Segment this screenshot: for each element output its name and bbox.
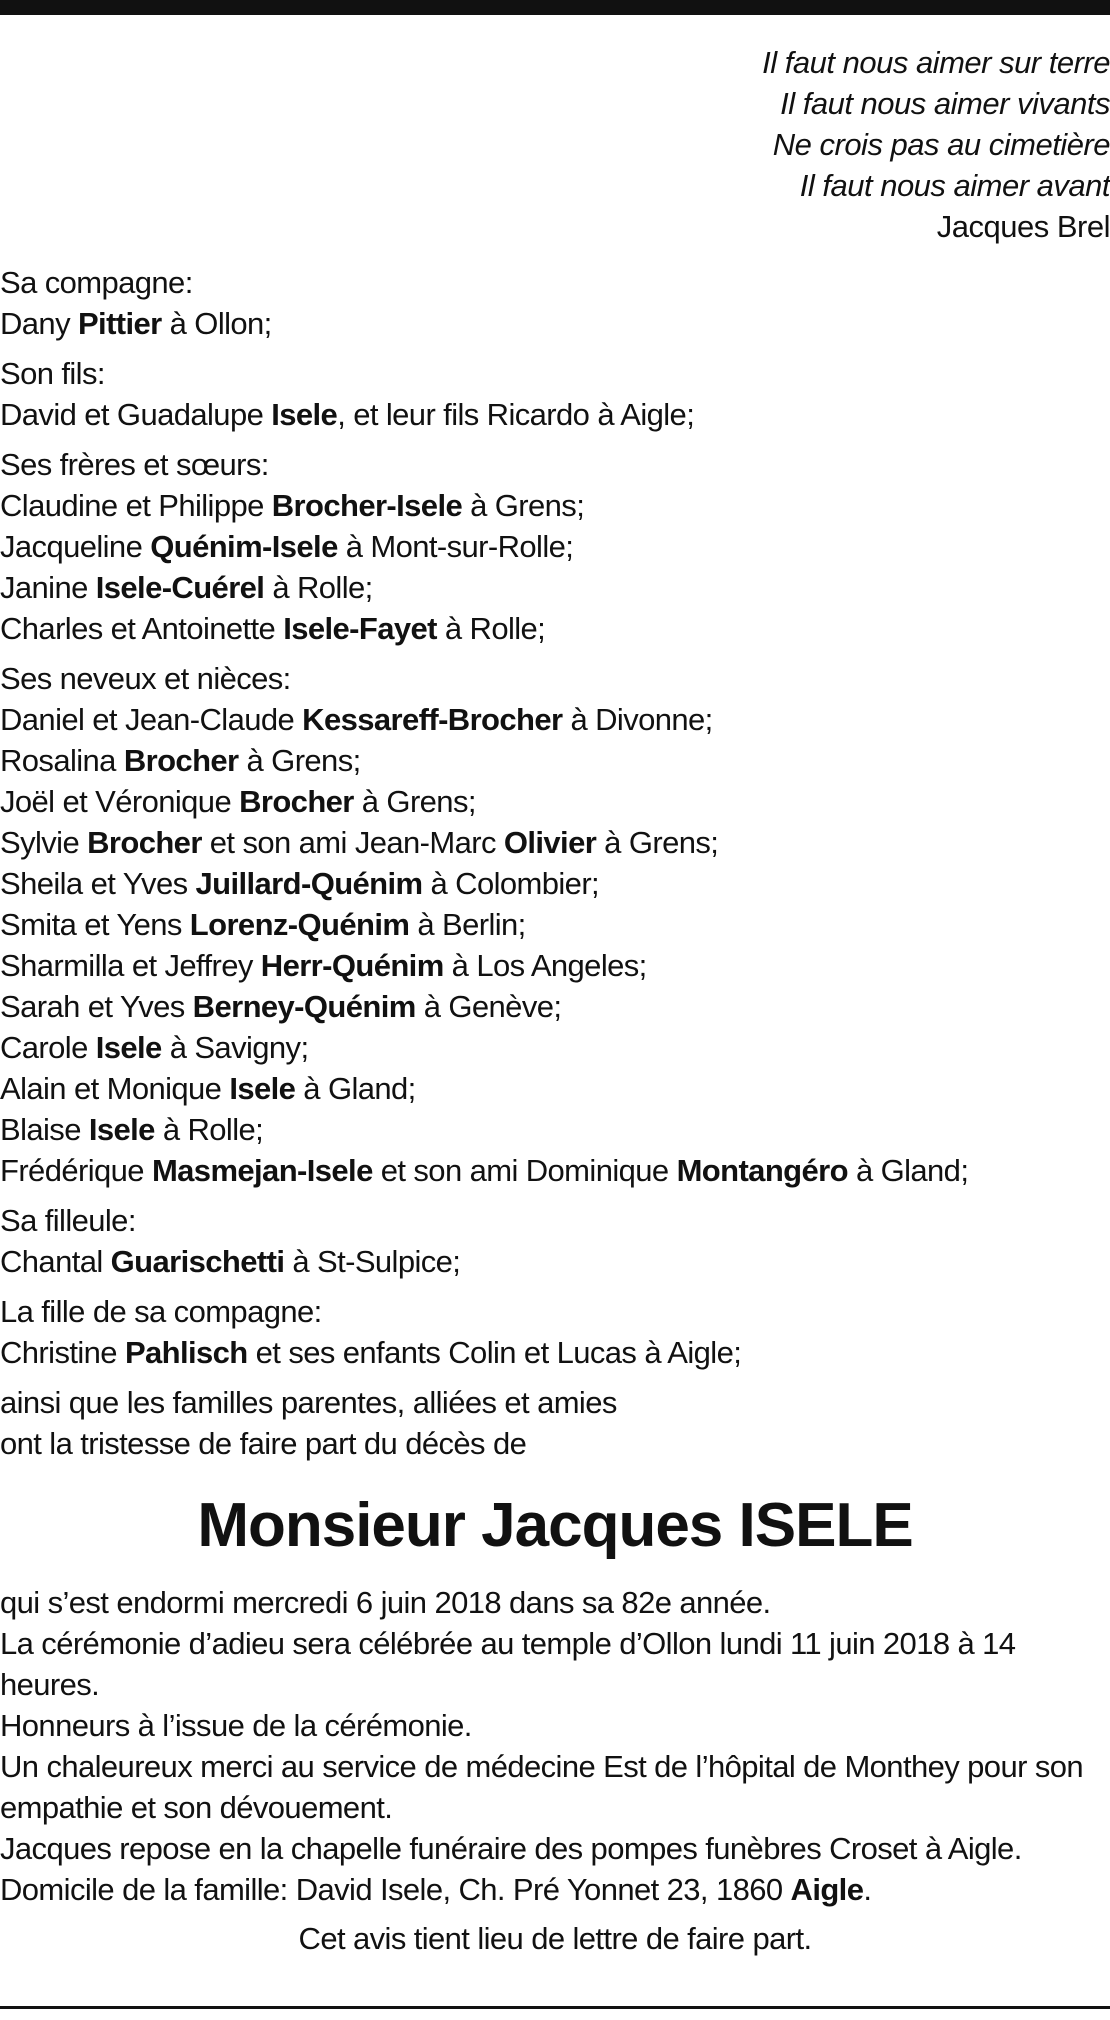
surname: Isele (271, 397, 338, 432)
relative-entry (0, 863, 1110, 904)
bottom-rule (0, 2006, 1110, 2009)
entry-text: à Berlin; (409, 907, 526, 942)
detail-line: qui s’est endormi mercredi 6 juin 2018 dans sa 82e année. (0, 1585, 771, 1620)
relative-entry (0, 986, 1110, 1027)
entry-text: Sarah et Yves (0, 989, 193, 1024)
entry-text: David et Guadalupe (0, 397, 272, 432)
family-group (0, 262, 1110, 344)
surname: Kessareff-Brocher (302, 702, 563, 737)
family-groups (0, 262, 1110, 1373)
surname: Masmejan-Isele (151, 1153, 373, 1188)
surname: Montangéro (676, 1153, 848, 1188)
entry-text: Sheila et Yves (0, 866, 196, 901)
surname: Isele (229, 1071, 296, 1106)
entry-text: Rosalina (0, 743, 124, 778)
surname: Olivier (503, 825, 597, 860)
detail-line: Jacques repose en la chapelle funéraire des pompes funèbres Croset à Aigle. (0, 1831, 1022, 1866)
relative-entry (0, 1109, 1110, 1150)
entry-text: à Gland; (295, 1071, 416, 1106)
entry-text: Sharmilla et Jeffrey (0, 948, 261, 983)
entry-text: Charles et Antoinette (0, 611, 284, 646)
entry-text: à Grens; (238, 743, 361, 778)
entry-text: Jacqueline (0, 529, 151, 564)
surname: Pahlisch (124, 1335, 248, 1370)
surname: Guarischetti (110, 1244, 285, 1279)
group-heading: Ses frères et sœurs: (0, 447, 269, 482)
family-domicile (0, 1869, 1110, 1910)
entry-text: Joël et Véronique (0, 784, 240, 819)
entry-text: à Colombier; (422, 866, 600, 901)
ceremony-details (0, 1582, 1110, 1959)
entry-text: à Rolle; (264, 570, 373, 605)
poem-line: Ne crois pas au cimetière (772, 127, 1110, 162)
detail-line: Honneurs à l’issue de la cérémonie. (0, 1708, 472, 1743)
surname: Isele-Cuérel (95, 570, 265, 605)
group-heading: La fille de sa compagne: (0, 1294, 322, 1329)
relative-entry (0, 822, 1110, 863)
relative-entry (0, 1241, 1110, 1282)
relative-entry (0, 526, 1110, 567)
entry-text: à Divonne; (562, 702, 713, 737)
relative-entry (0, 394, 1110, 435)
entry-text: à Grens; (596, 825, 719, 860)
relative-entry (0, 945, 1110, 986)
announcement-intro (0, 1382, 1110, 1464)
entry-text: à Mont-sur-Rolle; (337, 529, 574, 564)
entry-text: à Savigny; (161, 1030, 309, 1065)
entry-text: Dany (0, 306, 78, 341)
relative-entry (0, 699, 1110, 740)
surname: Isele-Fayet (283, 611, 437, 646)
poem-line: Il faut nous aimer avant (799, 168, 1110, 203)
group-heading: Ses neveux et nièces: (0, 661, 291, 696)
entry-text: à Rolle; (436, 611, 546, 646)
entry-text: à Los Angeles; (443, 948, 647, 983)
poem-line: Il faut nous aimer sur terre (762, 45, 1110, 80)
surname: Brocher-Isele (271, 488, 463, 523)
relative-entry (0, 781, 1110, 822)
surname: Brocher (123, 743, 239, 778)
relative-entry (0, 740, 1110, 781)
closing-note: Cet avis tient lieu de lettre de faire part. (298, 1921, 812, 1956)
entry-text: Smita et Yens (0, 907, 190, 942)
entry-text: à Ollon; (161, 306, 272, 341)
family-group (0, 444, 1110, 649)
entry-text: à Grens; (462, 488, 585, 523)
domicile-city: Aigle (790, 1872, 864, 1907)
entry-text: Frédérique (0, 1153, 152, 1188)
entry-text: Christine (0, 1335, 125, 1370)
entry-text: et son ami Dominique (372, 1153, 677, 1188)
top-rule (0, 0, 1110, 15)
family-group (0, 1200, 1110, 1282)
surname: Isele (95, 1030, 162, 1065)
surname: Isele (88, 1112, 155, 1147)
relative-entry (0, 1332, 1110, 1373)
relative-entry (0, 1068, 1110, 1109)
surname: Quénim-Isele (150, 529, 338, 564)
notice-body (0, 262, 1110, 1959)
relative-entry (0, 1150, 1110, 1191)
surname: Brocher (239, 784, 354, 819)
surname: Lorenz-Quénim (189, 907, 410, 942)
entry-text: à Genève; (415, 989, 562, 1024)
family-group (0, 658, 1110, 1191)
relative-entry (0, 567, 1110, 608)
group-heading: Sa compagne: (0, 265, 193, 300)
entry-text: Carole (0, 1030, 96, 1065)
relative-entry (0, 904, 1110, 945)
entry-text: Daniel et Jean-Claude (0, 702, 303, 737)
entry-text: et son ami Jean-Marc (201, 825, 504, 860)
surname: Juillard-Quénim (195, 866, 423, 901)
group-heading: Sa filleule: (0, 1203, 136, 1238)
poem-line: Il faut nous aimer vivants (780, 86, 1110, 121)
relative-entry (0, 608, 1110, 649)
entry-text: Janine (0, 570, 96, 605)
poem-author: Jacques Brel (936, 209, 1110, 244)
entry-text: et ses enfants Colin et Lucas à Aigle; (247, 1335, 742, 1370)
entry-text: , et leur fils Ricardo à Aigle; (337, 397, 695, 432)
surname: Berney-Quénim (192, 989, 416, 1024)
surname: Herr-Quénim (260, 948, 444, 983)
entry-text: Blaise (0, 1112, 89, 1147)
entry-text: Sylvie (0, 825, 88, 860)
domicile-end: . (863, 1872, 872, 1907)
detail-line: La cérémonie d’adieu sera célébrée au temple d’Ollon lundi 11 juin 2018 à 14 heures. (0, 1626, 1016, 1702)
entry-text: à Rolle; (154, 1112, 264, 1147)
family-group (0, 1291, 1110, 1373)
relative-entry (0, 303, 1110, 344)
entry-text: à Grens; (353, 784, 476, 819)
surname: Brocher (87, 825, 202, 860)
intro-line: ainsi que les familles parentes, alliées et amies (0, 1385, 617, 1420)
entry-text: Claudine et Philippe (0, 488, 272, 523)
entry-text: à St-Sulpice; (284, 1244, 461, 1279)
group-heading: Son fils: (0, 356, 105, 391)
detail-line: Un chaleureux merci au service de médecine Est de l’hôpital de Monthey pour son empathie et son dévouement. (0, 1749, 1083, 1825)
deceased-name: Monsieur Jacques ISELE (197, 1491, 913, 1560)
family-group (0, 353, 1110, 435)
domicile-text: Domicile de la famille: David Isele, Ch. Pré Yonnet 23, 1860 (0, 1872, 791, 1907)
relative-entry (0, 485, 1110, 526)
entry-text: à Gland; (847, 1153, 969, 1188)
surname: Pittier (77, 306, 162, 341)
entry-text: Chantal (0, 1244, 111, 1279)
entry-text: Alain et Monique (0, 1071, 230, 1106)
intro-line: ont la tristesse de faire part du décès de (0, 1426, 527, 1461)
epigraph-poem (762, 42, 1110, 247)
relative-entry (0, 1027, 1110, 1068)
